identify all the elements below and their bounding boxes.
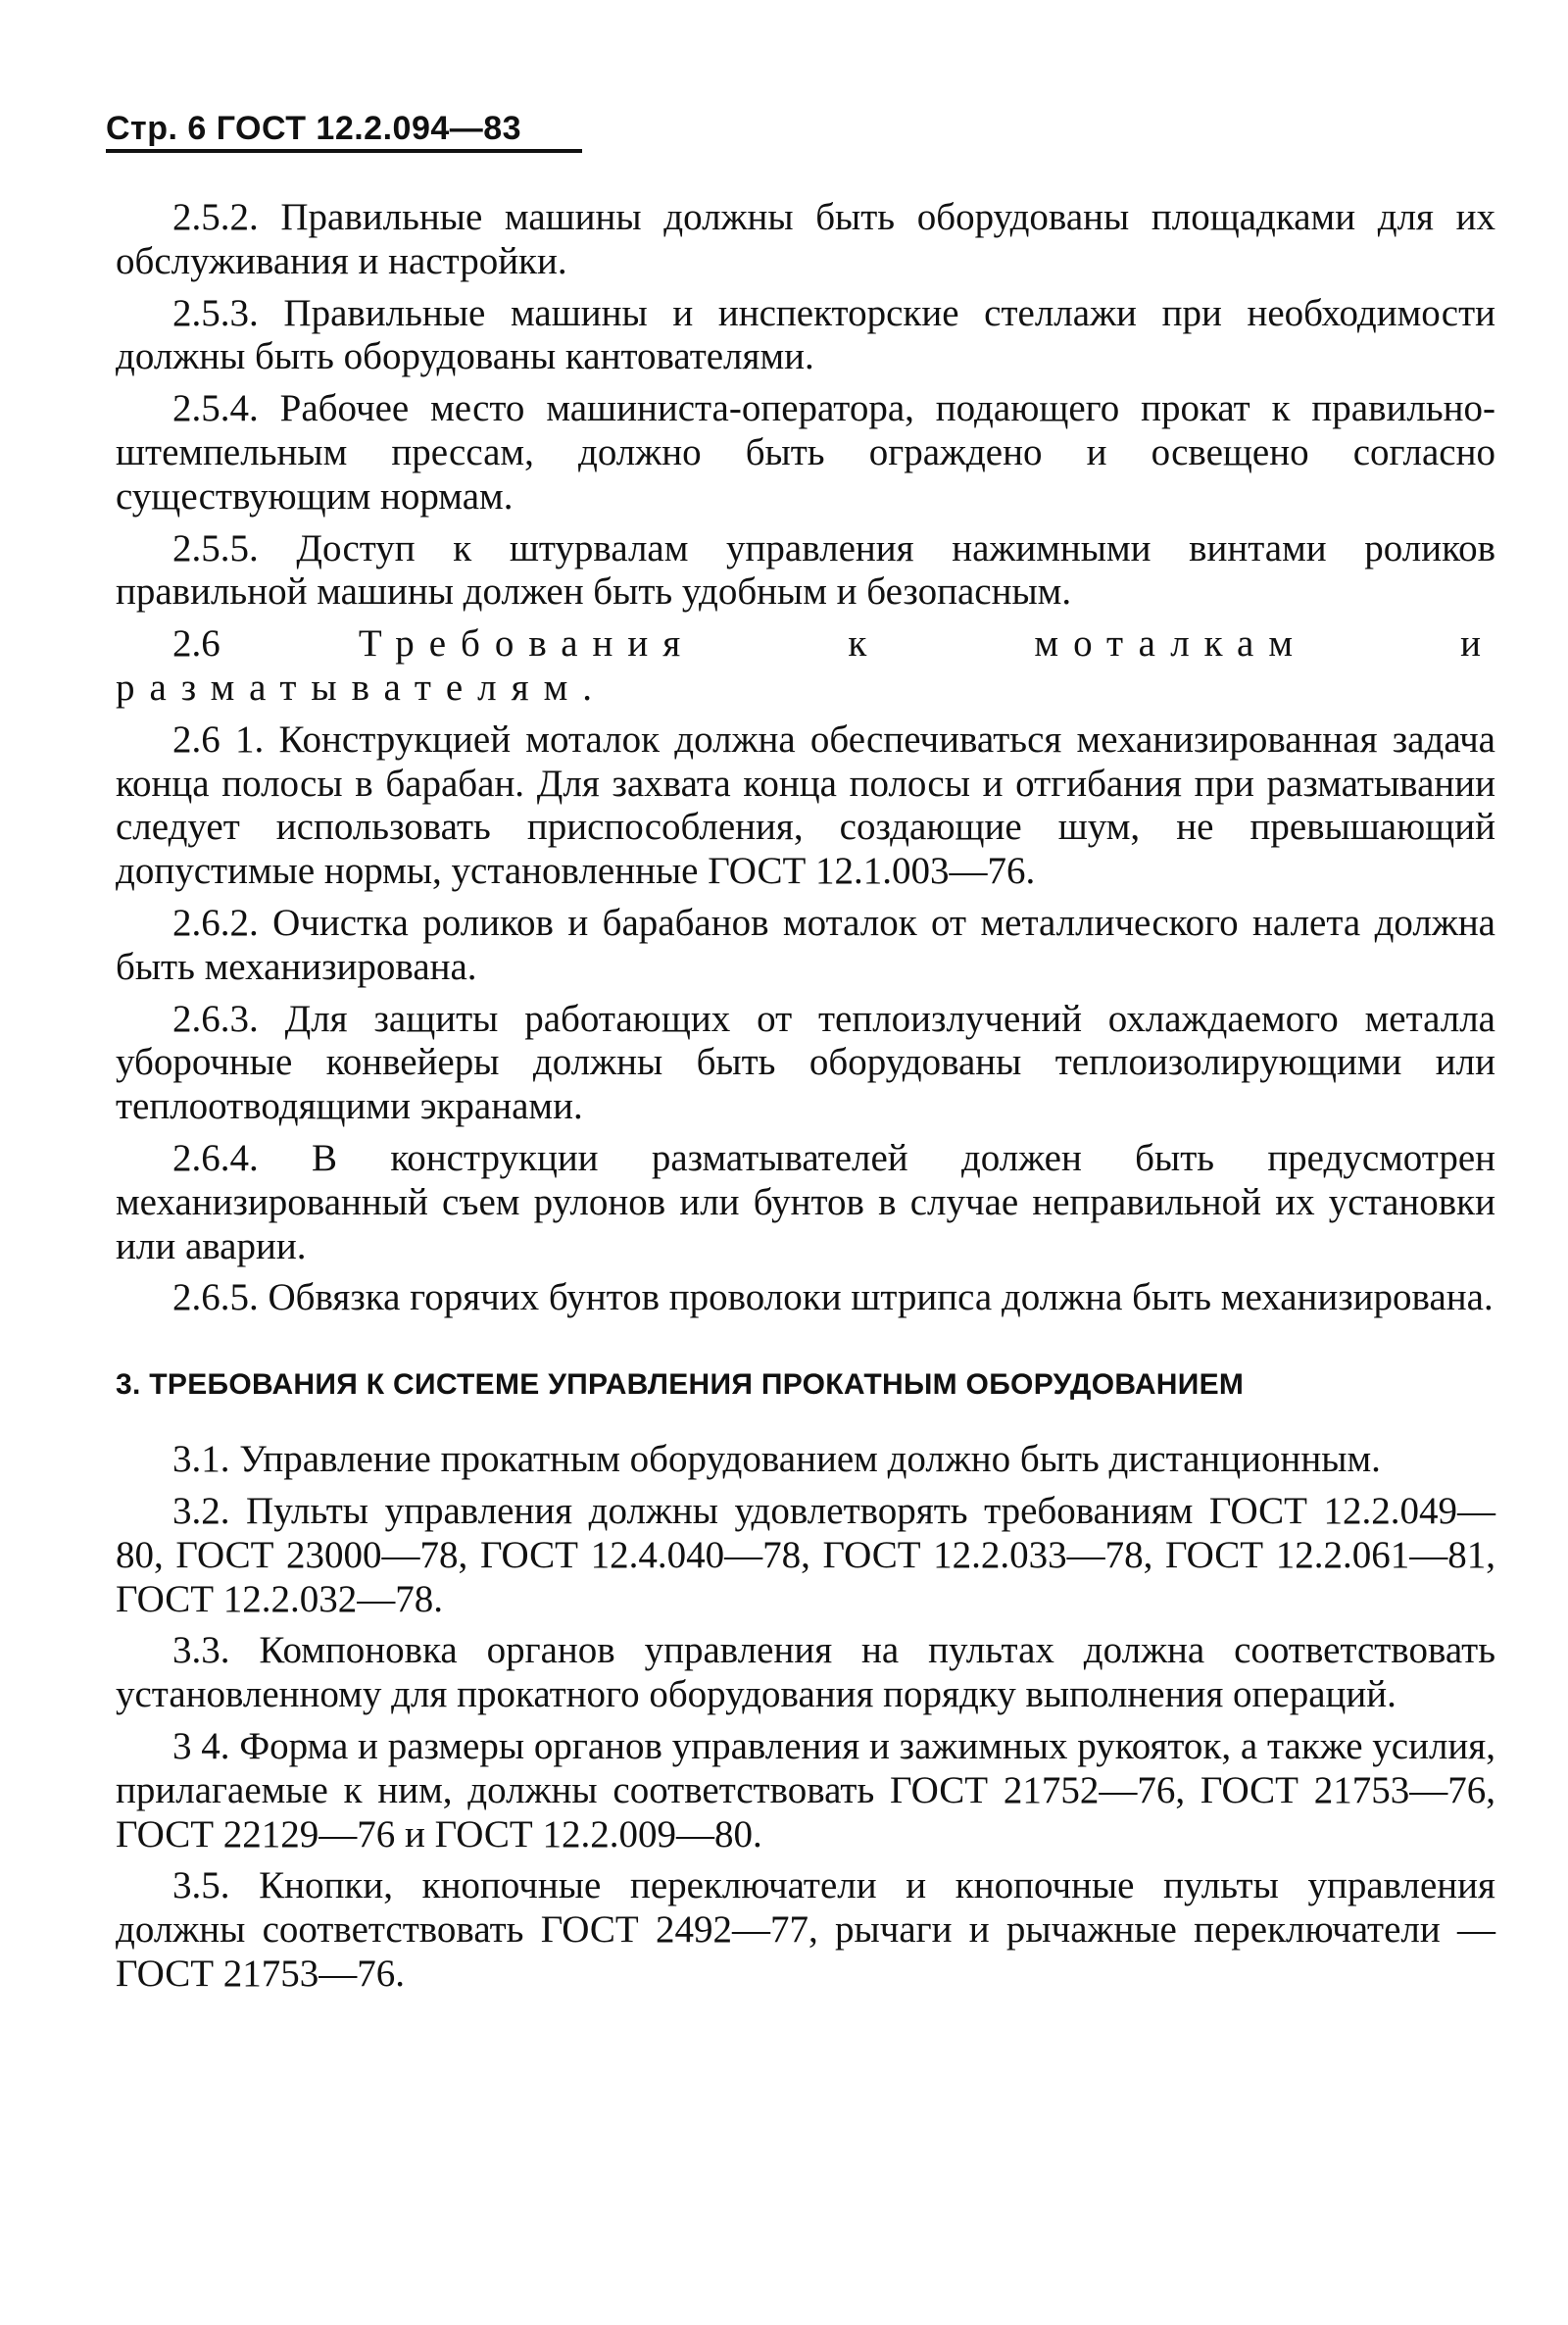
paragraph-2-6-5: 2.6.5. Обвязка горячих бунтов проволоки штрипса должна быть механизирована. xyxy=(172,1276,1494,1319)
paragraph-2-5-4: 2.5.4. Рабочее место машиниста-оператора, подающего прокат к правильно-штемпельным прессам, должно быть ограждено и освещено согласно существующим нормам. xyxy=(116,387,1495,518)
paragraph-3-4: 3 4. Форма и размеры органов управления и зажимных рукояток, а также усилия, прилагаемые к ним, должны соответствовать ГОСТ 21752—76, ГОСТ 21753—76, ГОСТ 22129—76 и ГОСТ 12.2.009—80. xyxy=(116,1724,1495,1855)
page-header: Стр. 6 ГОСТ 12.2.094—83 xyxy=(106,110,522,147)
subsection-2-6-heading xyxy=(116,622,1495,711)
paragraph-2-6-2: 2.6.2. Очистка роликов и барабанов моталок от металлического налета должна быть механизирована. xyxy=(116,901,1495,988)
paragraph-2-6-1: 2.6 1. Конструкцией моталок должна обеспечиваться механизированная задача конца полосы в барабан. Для захвата конца полосы и отгибания при разматывании следует использовать приспособления, создающие шум, не превышающий допустимые нормы, установленные ГОСТ 12.1.003—76. xyxy=(116,717,1495,893)
paragraph-3-3: 3.3. Компоновка органов управления на пультах должна соответствовать установленному для прокатного оборудования порядку выполнения операций. xyxy=(116,1629,1495,1716)
subsection-number: 2.6 xyxy=(172,622,220,666)
paragraph-3-2: 3.2. Пульты управления должны удовлетворять требованиям ГОСТ 12.2.049—80, ГОСТ 23000—78, ГОСТ 12.4.040—78, ГОСТ 12.2.033—78, ГОСТ 12.2.061—81, ГОСТ 12.2.032—78. xyxy=(116,1489,1495,1620)
header-rule xyxy=(106,149,582,153)
paragraph-2-5-5: 2.5.5. Доступ к штурвалам управления нажимными винтами роликов правильной машины должен быть удобным и безопасным. xyxy=(116,526,1495,614)
subsection-title: Требования к моталкам и разматывателям. xyxy=(116,622,1495,709)
document-body xyxy=(116,196,1495,1997)
paragraph-3-5: 3.5. Кнопки, кнопочные переключатели и кнопочные пульты управления должны соответствовать ГОСТ 2492—77, рычаги и рычажные переключатели — ГОСТ 21753—76. xyxy=(116,1864,1495,1995)
section-3-title: 3. ТРЕБОВАНИЯ К СИСТЕМЕ УПРАВЛЕНИЯ ПРОКАТНЫМ ОБОРУДОВАНИЕМ xyxy=(116,1368,1245,1402)
paragraph-2-6-4: 2.6.4. В конструкции разматывателей должен быть предусмотрен механизированный съем рулонов или бунтов в случае неправильной их установки или аварии. xyxy=(116,1136,1495,1267)
paragraph-2-6-3: 2.6.3. Для защиты работающих от теплоизлучений охлаждаемого металла уборочные конвейеры должны быть оборудованы теплоизолирующими или теплоотводящими экранами. xyxy=(116,997,1495,1128)
paragraph-3-1: 3.1. Управление прокатным оборудованием должно быть дистанционным. xyxy=(172,1438,1381,1481)
paragraph-2-5-2: 2.5.2. Правильные машины должны быть оборудованы площадками для их обслуживания и настройки. xyxy=(116,196,1495,282)
paragraph-2-5-3: 2.5.3. Правильные машины и инспекторские стеллажи при необходимости должны быть оборудованы кантователями. xyxy=(116,291,1495,378)
